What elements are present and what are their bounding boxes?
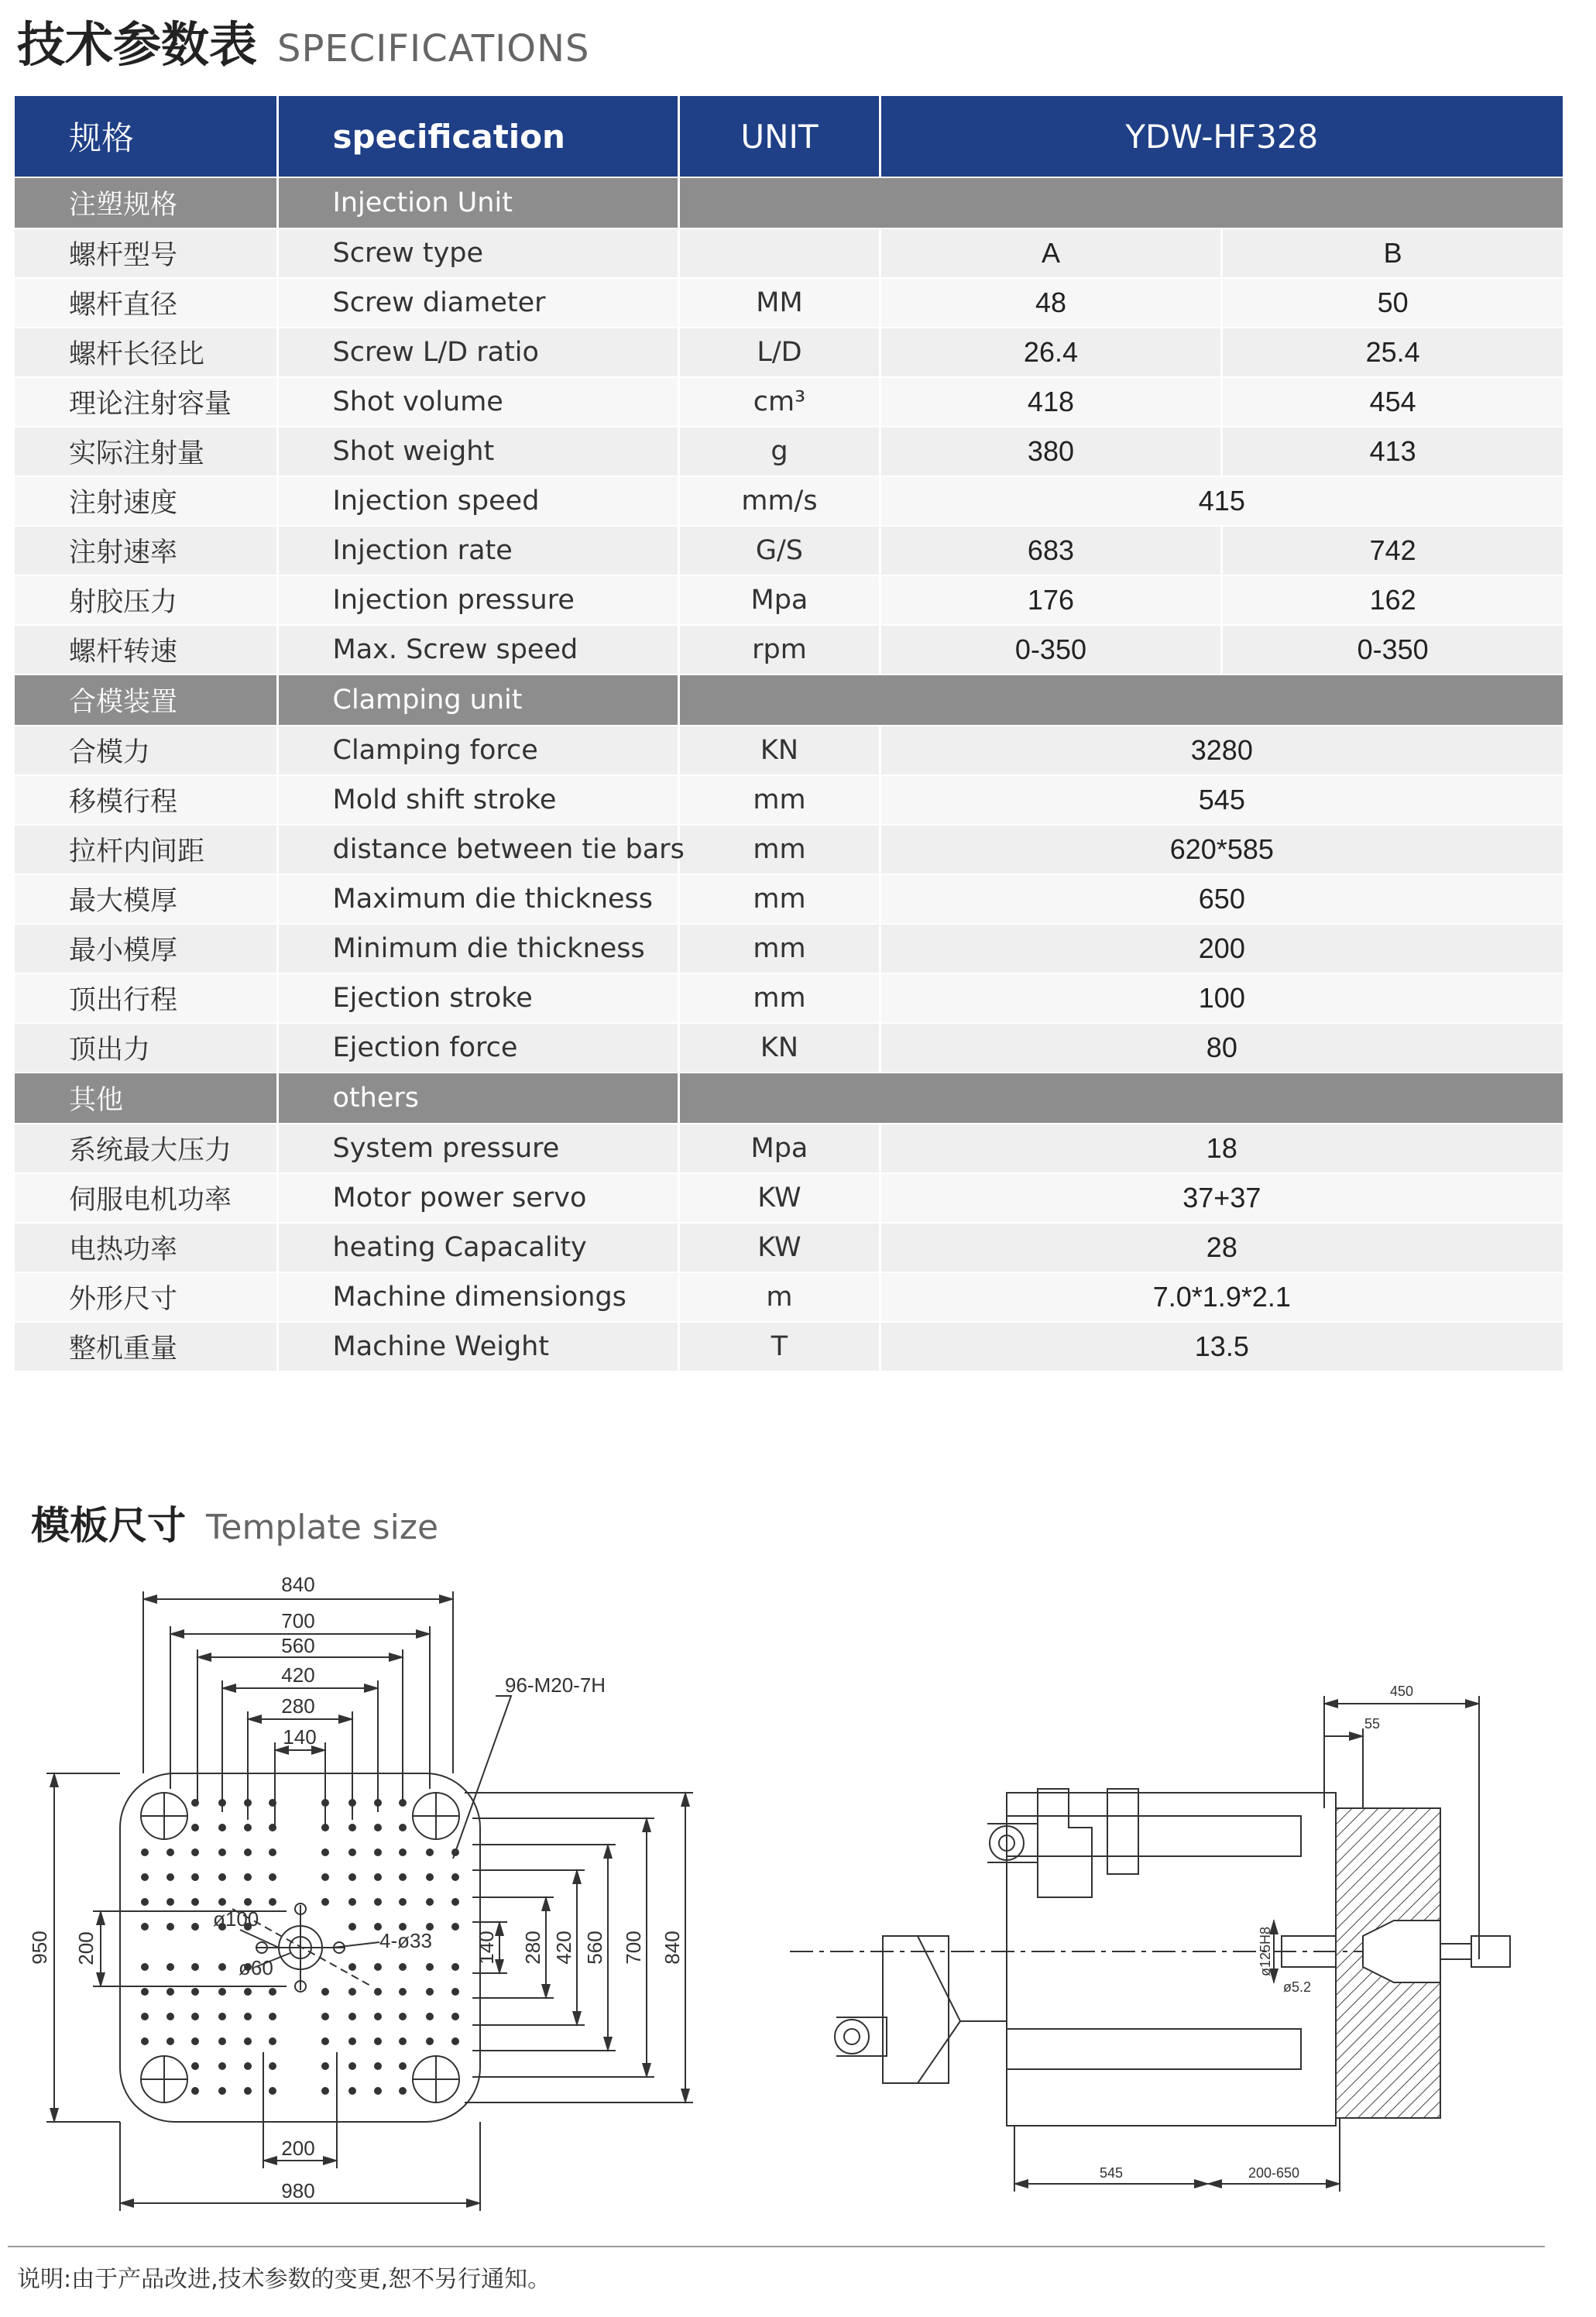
table-body-others: [15, 1073, 1563, 1371]
table-row: [15, 925, 1563, 973]
thread-hole-dot: [321, 2062, 329, 2070]
row-label-cn: 注射速率: [15, 527, 276, 575]
thread-hole-dot: [399, 1824, 407, 1831]
thread-hole-dot: [269, 1898, 276, 1906]
dim-label: 840: [661, 1931, 684, 1965]
hole-label: ø100: [213, 1907, 259, 1931]
thread-hole-dot: [166, 2013, 174, 2020]
thread-hole-dot: [374, 1848, 382, 1856]
thread-hole-dot: [166, 1923, 174, 1931]
thread-hole-dot: [321, 1824, 329, 1831]
table-row: [15, 974, 1563, 1022]
row-value-a: 176: [881, 576, 1221, 624]
thread-hole-dot: [244, 1848, 252, 1856]
section-label-en: Injection Unit: [279, 178, 678, 228]
thread-hole-dot: [374, 1988, 382, 1996]
spec-heading-en: SPECIFICATIONS: [277, 27, 590, 70]
table-row: [15, 328, 1563, 376]
thread-hole-dot: [218, 2087, 226, 2095]
section-injection: [15, 178, 1563, 228]
thread-hole-dot: [426, 2013, 434, 2020]
thread-hole-dot: [374, 1963, 382, 1971]
thread-hole-dot: [399, 2037, 407, 2045]
dim-label: 420: [281, 1663, 315, 1687]
row-label-en: Shot weight: [279, 427, 678, 475]
thread-hole-dot: [218, 1873, 226, 1881]
thread-hole-dot: [451, 1873, 459, 1881]
table-body-injection: [15, 178, 1563, 674]
thread-hole-dot: [374, 1799, 382, 1807]
thread-hole-dot: [374, 2062, 382, 2070]
thread-hole-dot: [218, 2062, 226, 2070]
thread-hole-dot: [244, 1873, 252, 1881]
thread-hole-dot: [244, 2062, 252, 2070]
thread-hole-dot: [399, 2062, 407, 2070]
table-row: [15, 1273, 1563, 1321]
section-fill: [680, 1073, 1563, 1123]
dim-label: 700: [281, 1609, 315, 1632]
row-label-en: Screw type: [279, 229, 678, 277]
table-row: [15, 427, 1563, 475]
row-unit: KN: [680, 726, 878, 774]
thread-hole-dot: [141, 1873, 149, 1881]
row-value-a: 48: [881, 279, 1221, 327]
thread-hole-dot: [451, 2013, 459, 2020]
thread-hole-dot: [399, 1963, 407, 1971]
row-label-en: Shot volume: [279, 378, 678, 426]
table-row: [15, 1024, 1563, 1072]
thread-hole-dot: [426, 1848, 434, 1856]
row-label-en: Clamping force: [279, 726, 678, 774]
template-heading-cn: 模板尺寸: [31, 1503, 186, 1548]
thread-hole-dot: [374, 2037, 382, 2045]
thread-hole-dot: [244, 1898, 252, 1906]
row-value-a: 418: [881, 378, 1221, 426]
row-value: 415: [881, 477, 1563, 525]
thread-hole-dot: [191, 1963, 199, 1971]
row-unit: KW: [680, 1224, 878, 1272]
section-clamping: [15, 675, 1563, 725]
thread-hole-dot: [348, 2087, 356, 2095]
row-label-en: Minimum die thickness: [279, 925, 678, 973]
row-label-en: heating Capacality: [279, 1224, 678, 1272]
hole-label: 4-ø33: [379, 1929, 432, 1952]
thread-hole-dot: [348, 1873, 356, 1881]
row-label-cn: 拉杆内间距: [15, 826, 276, 874]
row-label-en: Injection pressure: [279, 576, 678, 624]
dim-label: 140: [475, 1931, 498, 1965]
thread-hole-dot: [191, 1873, 199, 1881]
thread-hole-dot: [166, 1848, 174, 1856]
thread-hole-dot: [191, 1898, 199, 1906]
thread-hole-dot: [191, 1824, 199, 1831]
thread-hole-dot: [399, 1898, 407, 1906]
row-value-b: 742: [1223, 527, 1563, 575]
thread-hole-dot: [269, 2087, 276, 2095]
section-label-cn: 注塑规格: [15, 178, 276, 228]
section-others: [15, 1073, 1563, 1123]
row-label-en: Motor power servo: [279, 1174, 678, 1222]
thread-hole-dot: [269, 2013, 276, 2020]
thread-hole-dot: [399, 2087, 407, 2095]
row-label-en: Injection speed: [279, 477, 678, 525]
row-unit: G/S: [680, 527, 878, 575]
thread-hole-dot: [348, 1799, 356, 1807]
thread-hole-dot: [141, 1898, 149, 1906]
thread-hole-dot: [244, 2013, 252, 2020]
thread-hole-dot: [191, 2013, 199, 2020]
section-label-en: Clamping unit: [279, 675, 678, 725]
header-spec-en: specification: [279, 96, 678, 177]
row-label-cn: 射胶压力: [15, 576, 276, 624]
thread-hole-dot: [348, 1848, 356, 1856]
nozzle: [1471, 1936, 1510, 1967]
thread-hole-dot: [218, 1963, 226, 1971]
row-value-a: 380: [881, 427, 1221, 475]
thread-hole-dot: [191, 1799, 199, 1807]
moving-platen: [1007, 1793, 1336, 2126]
row-value-b: B: [1223, 229, 1563, 277]
row-label-en: Machine dimensiongs: [279, 1273, 678, 1321]
dim-label: 280: [281, 1694, 315, 1718]
thread-hole-dot: [426, 1873, 434, 1881]
template-drawing: [0, 1557, 1596, 2238]
machine-side-view: [790, 1696, 1510, 2192]
thread-hole-dot: [399, 1988, 407, 1996]
row-unit: rpm: [680, 626, 878, 674]
thread-hole-dot: [166, 1873, 174, 1881]
table-row: [15, 279, 1563, 327]
row-label-cn: 外形尺寸: [15, 1273, 276, 1321]
thread-hole-dot: [269, 1799, 276, 1807]
thread-hole-dot: [141, 1848, 149, 1856]
thread-hole-dot: [348, 2013, 356, 2020]
table-row: [15, 875, 1563, 923]
thread-hole-dot: [321, 1848, 329, 1856]
row-value: 7.0*1.9*2.1: [881, 1273, 1563, 1321]
table-row: [15, 576, 1563, 624]
thread-label: 96-M20-7H: [505, 1673, 606, 1697]
thread-hole-dot: [191, 1988, 199, 1996]
thread-hole-dot: [218, 1824, 226, 1831]
front-view-labels: [28, 1573, 684, 2202]
thread-hole-dot: [166, 2037, 174, 2045]
thread-hole-dot: [399, 1799, 407, 1807]
row-unit: T: [680, 1323, 878, 1371]
row-value: 80: [881, 1024, 1563, 1072]
section-label-cn: 合模装置: [15, 675, 276, 725]
thread-hole-dot: [244, 2087, 252, 2095]
thread-hole-dot: [244, 2037, 252, 2045]
thread-hole-dot: [166, 1963, 174, 1971]
thread-hole-dot: [269, 1848, 276, 1856]
dim-label: 560: [583, 1931, 606, 1965]
thread-hole-dot: [426, 1988, 434, 1996]
thread-hole-dot: [141, 1963, 149, 1971]
row-value: 650: [881, 875, 1563, 923]
thread-hole-dot: [269, 1873, 276, 1881]
row-label-en: Ejection stroke: [279, 974, 678, 1022]
header-unit: UNIT: [680, 96, 878, 177]
thread-hole-dot: [348, 2037, 356, 2045]
thread-hole-dot: [321, 2037, 329, 2045]
thread-hole-dot: [191, 2037, 199, 2045]
row-label-en: Screw diameter: [279, 279, 678, 327]
spec-heading: [17, 6, 589, 75]
row-label-en: Machine Weight: [279, 1323, 678, 1371]
thread-hole-dot: [141, 1988, 149, 1996]
thread-hole-dot: [374, 1898, 382, 1906]
thread-hole-dot: [166, 1898, 174, 1906]
row-value-b: 162: [1223, 576, 1563, 624]
thread-hole-dot: [321, 1898, 329, 1906]
table-row: [15, 527, 1563, 575]
thread-hole-dot: [451, 1898, 459, 1906]
row-label-cn: 最大模厚: [15, 875, 276, 923]
dim-label: 950: [28, 1931, 51, 1965]
row-label-en: Injection rate: [279, 527, 678, 575]
footer-divider: [8, 2246, 1545, 2247]
thread-hole-dot: [348, 1988, 356, 1996]
table-row: [15, 1174, 1563, 1222]
thread-hole-dot: [191, 2087, 199, 2095]
row-unit: mm/s: [680, 477, 878, 525]
footer-note: 说明:由于产品改进,技术参数的变更,恕不另行通知。: [17, 2266, 551, 2293]
thread-hole-dot: [321, 1873, 329, 1881]
row-label-en: Ejection force: [279, 1024, 678, 1072]
row-value-b: 50: [1223, 279, 1563, 327]
row-value: 620*585: [881, 826, 1563, 874]
thread-hole-dot: [348, 1923, 356, 1931]
dim-label: 420: [552, 1931, 575, 1965]
dim-label: 200: [281, 2137, 315, 2160]
row-value-b: 413: [1223, 427, 1563, 475]
row-value-b: 0-350: [1223, 626, 1563, 674]
table-body-clamping: [15, 675, 1563, 1072]
row-label-en: Mold shift stroke: [279, 776, 678, 824]
thread-hole-dot: [399, 2013, 407, 2020]
template-heading: [31, 1495, 438, 1550]
dim-label: 140: [283, 1725, 317, 1749]
row-value: 18: [881, 1124, 1563, 1172]
row-unit: L/D: [680, 328, 878, 376]
row-value-a: 683: [881, 527, 1221, 575]
dim-label: 450: [1389, 1684, 1414, 1699]
row-value: 37+37: [881, 1174, 1563, 1222]
thread-hole-dot: [141, 2037, 149, 2045]
row-value-a: 26.4: [881, 328, 1221, 376]
thread-hole-dot: [191, 1923, 199, 1931]
row-value: 28: [881, 1224, 1563, 1272]
thread-hole-dot: [218, 1988, 226, 1996]
header-spec-cn: 规格: [15, 96, 276, 177]
row-value-a: 0-350: [881, 626, 1221, 674]
table-row: [15, 477, 1563, 525]
row-label-en: System pressure: [279, 1124, 678, 1172]
thread-hole-dot: [321, 2013, 329, 2020]
dim-label: 200: [74, 1931, 98, 1965]
thread-hole-dot: [426, 1963, 434, 1971]
row-label-cn: 顶出力: [15, 1024, 276, 1072]
template-heading-en: Template size: [206, 1508, 439, 1547]
table-row: [15, 1124, 1563, 1172]
thread-hole-dot: [348, 1963, 356, 1971]
dim-label: 560: [281, 1634, 315, 1657]
thread-hole-dot: [141, 2013, 149, 2020]
thread-hole-dot: [451, 2037, 459, 2045]
thread-hole-dot: [321, 1988, 329, 1996]
row-label-cn: 合模力: [15, 726, 276, 774]
row-label-en: Maximum die thickness: [279, 875, 678, 923]
thread-hole-dot: [321, 2087, 329, 2095]
dim-label: 545: [1099, 2165, 1124, 2181]
thread-hole-dot: [166, 1988, 174, 1996]
toggle-pin-icon: [835, 2020, 869, 2054]
table-row: [15, 826, 1563, 874]
row-label-cn: 螺杆型号: [15, 229, 276, 277]
table-row: [15, 1224, 1563, 1272]
dim-label: 200-650: [1248, 2165, 1300, 2181]
row-label-cn: 螺杆转速: [15, 626, 276, 674]
row-label-cn: 实际注射量: [15, 427, 276, 475]
thread-hole-dot: [451, 1988, 459, 1996]
thread-hole-dot: [374, 2013, 382, 2020]
section-fill: [680, 675, 1563, 725]
row-unit: mm: [680, 925, 878, 973]
thread-hole-dot: [374, 2087, 382, 2095]
row-value: 100: [881, 974, 1563, 1022]
thread-hole-dot: [244, 1824, 252, 1831]
thread-hole-dot: [191, 2062, 199, 2070]
row-unit: [680, 229, 878, 277]
thread-hole-dot: [374, 1824, 382, 1831]
thread-hole-dot: [321, 1799, 329, 1807]
dim-label: 840: [281, 1573, 315, 1596]
row-value: 200: [881, 925, 1563, 973]
table-row: [15, 1323, 1563, 1371]
spec-heading-cn: 技术参数表: [17, 16, 258, 73]
row-unit: m: [680, 1273, 878, 1321]
row-unit: cm³: [680, 378, 878, 426]
row-unit: mm: [680, 875, 878, 923]
row-label-cn: 最小模厚: [15, 925, 276, 973]
row-unit: mm: [680, 974, 878, 1022]
table-row: [15, 229, 1563, 277]
row-unit: mm: [680, 776, 878, 824]
section-label-cn: 其他: [15, 1073, 276, 1123]
table-header: [15, 96, 1563, 177]
thread-hole-dot: [141, 1923, 149, 1931]
thread-hole-dot: [244, 1988, 252, 1996]
row-unit: g: [680, 427, 878, 475]
thread-hole-dot: [399, 1873, 407, 1881]
thread-hole-dot: [426, 2037, 434, 2045]
thread-hole-dot: [269, 1988, 276, 1996]
row-label-cn: 顶出行程: [15, 974, 276, 1022]
row-label-en: distance between tie bars: [279, 826, 678, 874]
row-value: 3280: [881, 726, 1563, 774]
thread-hole-dot: [218, 1799, 226, 1807]
table-row: [15, 726, 1563, 774]
thread-hole-dot: [191, 1848, 199, 1856]
thread-hole-dot: [348, 1824, 356, 1831]
dim-label: 980: [281, 2179, 315, 2202]
thread-hole-dot: [269, 1824, 276, 1831]
hole-label: ø60: [239, 1956, 273, 1979]
row-unit: KW: [680, 1174, 878, 1222]
thread-hole-dot: [451, 1848, 459, 1856]
row-value-b: 454: [1223, 378, 1563, 426]
table-row: [15, 776, 1563, 824]
thread-hole-dot: [451, 1963, 459, 1971]
row-unit: KN: [680, 1024, 878, 1072]
section-label-en: others: [279, 1073, 678, 1123]
row-unit: Mpa: [680, 1124, 878, 1172]
row-unit: MM: [680, 279, 878, 327]
thread-hole-dot: [348, 1898, 356, 1906]
thread-hole-dot: [451, 1923, 459, 1931]
thread-hole-dot: [218, 2037, 226, 2045]
row-label-cn: 电热功率: [15, 1224, 276, 1272]
row-value: 13.5: [881, 1323, 1563, 1371]
thread-hole-dot: [244, 1799, 252, 1807]
row-unit: mm: [680, 826, 878, 874]
row-unit: Mpa: [680, 576, 878, 624]
row-label-cn: 整机重量: [15, 1323, 276, 1371]
thread-hole-dot: [426, 1898, 434, 1906]
section-fill: [680, 178, 1563, 228]
thread-hole-dot: [269, 2062, 276, 2070]
table-row: [15, 626, 1563, 674]
table-row: [15, 378, 1563, 426]
dim-label: ø125H8: [1258, 1926, 1273, 1977]
row-label-en: Max. Screw speed: [279, 626, 678, 674]
thread-hole-dot: [348, 2062, 356, 2070]
dim-label: 55: [1364, 1716, 1381, 1732]
dim-label: 280: [521, 1931, 544, 1965]
spec-table: [12, 94, 1565, 1372]
row-label-cn: 移模行程: [15, 776, 276, 824]
row-label-cn: 螺杆长径比: [15, 328, 276, 376]
row-label-cn: 系统最大压力: [15, 1124, 276, 1172]
row-value-a: A: [881, 229, 1221, 277]
dim-label: 700: [622, 1931, 645, 1965]
thread-hole-dot: [218, 1898, 226, 1906]
dim-label: ø5.2: [1282, 1979, 1312, 1995]
row-label-cn: 伺服电机功率: [15, 1174, 276, 1222]
row-label-cn: 螺杆直径: [15, 279, 276, 327]
thread-hole-dot: [218, 2013, 226, 2020]
row-value: 545: [881, 776, 1563, 824]
thread-hole-dot: [269, 2037, 276, 2045]
thread-hole-dot: [399, 1848, 407, 1856]
thread-hole-dot: [374, 1873, 382, 1881]
thread-hole-dot: [218, 1848, 226, 1856]
row-label-cn: 注射速度: [15, 477, 276, 525]
row-label-cn: 理论注射容量: [15, 378, 276, 426]
row-value-b: 25.4: [1223, 328, 1563, 376]
row-label-en: Screw L/D ratio: [279, 328, 678, 376]
header-model: YDW-HF328: [881, 96, 1563, 177]
